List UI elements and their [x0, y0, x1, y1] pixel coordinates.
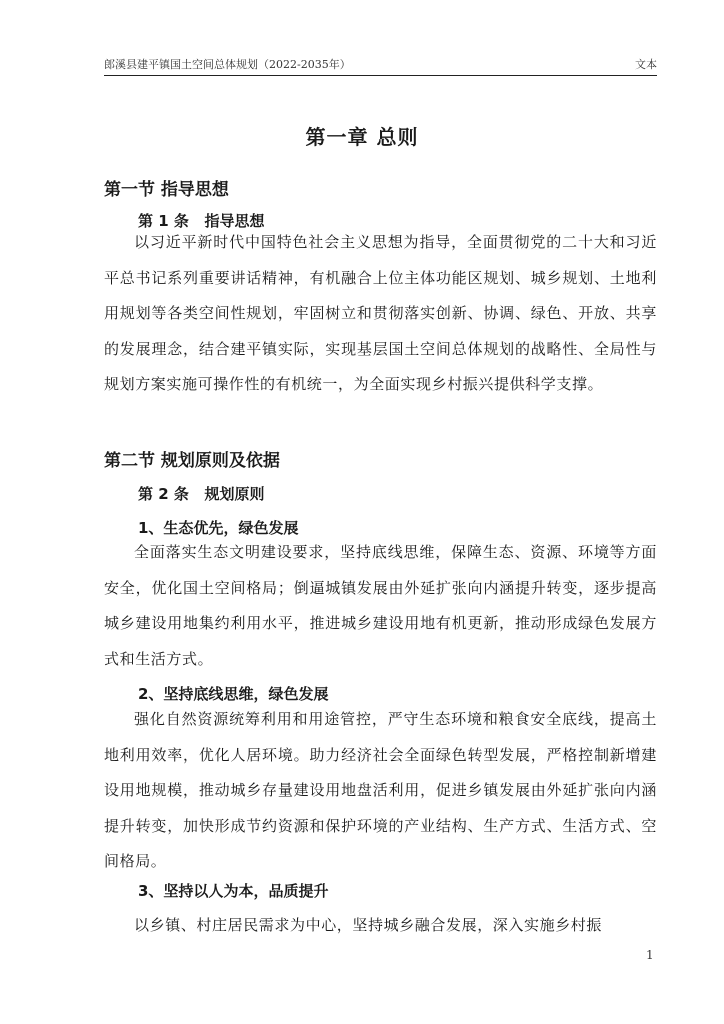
page-number: 1 [646, 948, 654, 962]
principle-paragraph-2: 强化自然资源统筹利用和用途管控，严守生态环境和粮食安全底线，提高土地利用效率，优化人居环境。助力经济社会全面绿色转型发展，严格控制新增建设用地规模，推动城乡存量建设用地盘活利用，促进乡镇发展由外延扩张向内涵提升转变，加快形成节约资源和保护环境的产业结构、生产方式、生活方式、空间格局。 [104, 710, 657, 870]
principle-title-1: 1、生态优先，绿色发展 [138, 519, 299, 537]
running-header [104, 56, 657, 74]
principle-paragraph-1: 全面落实生态文明建设要求，坚持底线思维，保障生态、资源、环境等方面安全，优化国土空间格局；倒逼城镇发展由外延扩张向内涵提升转变，逐步提高城乡建设用地集约利用水平，推进城乡建设用地有机更新，推动形成绿色发展方式和生活方式。 [104, 543, 657, 668]
principle-title-2: 2、坚持底线思维，绿色发展 [138, 685, 329, 703]
chapter-title: 第一章 总则 [305, 125, 419, 149]
section-title-principles: 第二节 规划原则及依据 [104, 451, 280, 471]
header-document-title: 郎溪县建平镇国土空间总体规划（2022-2035年） [104, 58, 351, 71]
section-title-guiding-ideology: 第一节 指导思想 [104, 180, 229, 200]
paragraph-guiding-ideology: 以习近平新时代中国特色社会主义思想为指导，全面贯彻党的二十大和习近平总书记系列重要讲话精神，有机融合上位主体功能区规划、城乡规划、土地利用规划等各类空间性规划，牢固树立和贯彻落实创新、协调、绿色、开放、共享的发展理念，结合建平镇实际，实现基层国土空间总体规划的战略性、全局性与规划方案实施可操作性的有机统一，为全面实现乡村振兴提供科学支撑。 [104, 233, 657, 393]
article-title-1: 第 1 条 指导思想 [138, 212, 265, 230]
header-document-type: 文本 [635, 58, 657, 71]
principle-title-3: 3、坚持以人为本，品质提升 [138, 882, 329, 900]
header-divider [104, 75, 657, 76]
principle-paragraph-3: 以乡镇、村庄居民需求为中心，坚持城乡融合发展，深入实施乡村振 [134, 916, 603, 934]
article-title-2: 第 2 条 规划原则 [138, 485, 265, 503]
